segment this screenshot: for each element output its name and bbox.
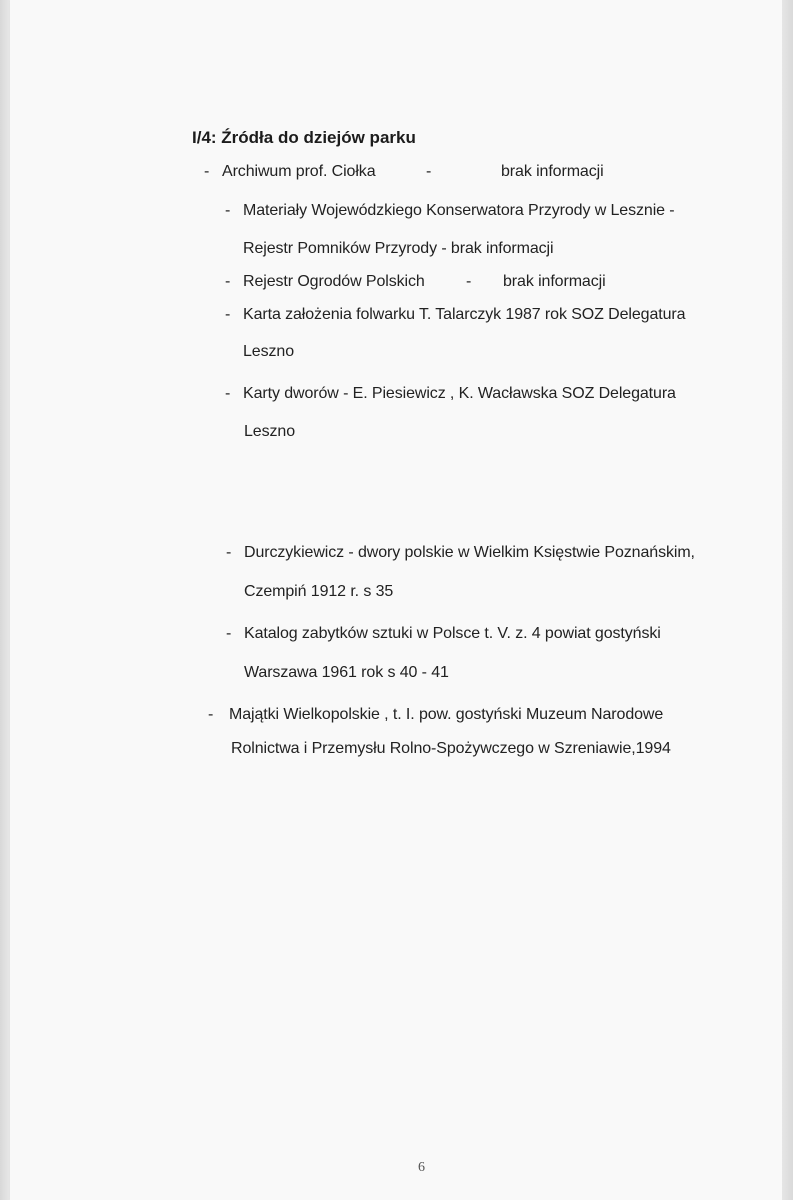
list-dash-separator: - <box>426 163 432 180</box>
list-dash-separator: - <box>466 273 472 290</box>
document-page <box>10 0 782 1200</box>
list-dash: - <box>225 385 231 402</box>
section-heading: I/4: Źródła do dziejów parku <box>192 128 416 147</box>
list-item-continuation: Leszno <box>244 423 295 440</box>
list-item-continuation: Leszno <box>243 343 294 360</box>
list-item-status: brak informacji <box>501 163 604 180</box>
list-item-text: Majątki Wielkopolskie , t. I. pow. gostyński Muzeum Narodowe <box>229 706 664 723</box>
list-dash: - <box>208 706 214 723</box>
list-item-text: Karty dworów - E. Piesiewicz , K. Wacławska SOZ Delegatura <box>243 385 676 402</box>
list-dash: - <box>204 163 210 180</box>
list-dash: - <box>225 306 231 323</box>
list-item-text: Rejestr Ogrodów Polskich <box>243 273 425 290</box>
list-item-continuation: Rejestr Pomników Przyrody - brak informacji <box>243 240 554 257</box>
list-item-continuation: Rolnictwa i Przemysłu Rolno-Spożywczego w Szreniawie,1994 <box>231 740 671 757</box>
list-item-text: Archiwum prof. Ciołka <box>222 163 376 180</box>
page-left-edge <box>0 0 10 1200</box>
list-item-continuation: Czempiń 1912 r. s 35 <box>244 583 394 600</box>
list-item-text: Katalog zabytków sztuki w Polsce t. V. z. 4 powiat gostyński <box>244 625 661 642</box>
list-dash: - <box>225 202 231 219</box>
list-item-continuation: Warszawa 1961 rok s 40 - 41 <box>244 664 449 681</box>
list-item-status: brak informacji <box>503 273 606 290</box>
page-right-edge <box>782 0 793 1200</box>
list-dash: - <box>225 273 231 290</box>
list-dash: - <box>226 544 232 561</box>
list-item-text: Materiały Wojewódzkiego Konserwatora Przyrody w Lesznie - <box>243 202 675 219</box>
list-dash: - <box>226 625 232 642</box>
list-item-text: Karta założenia folwarku T. Talarczyk 1987 rok SOZ Delegatura <box>243 306 686 323</box>
page-number: 6 <box>418 1160 425 1175</box>
list-item-text: Durczykiewicz - dwory polskie w Wielkim Księstwie Poznańskim, <box>244 544 695 561</box>
